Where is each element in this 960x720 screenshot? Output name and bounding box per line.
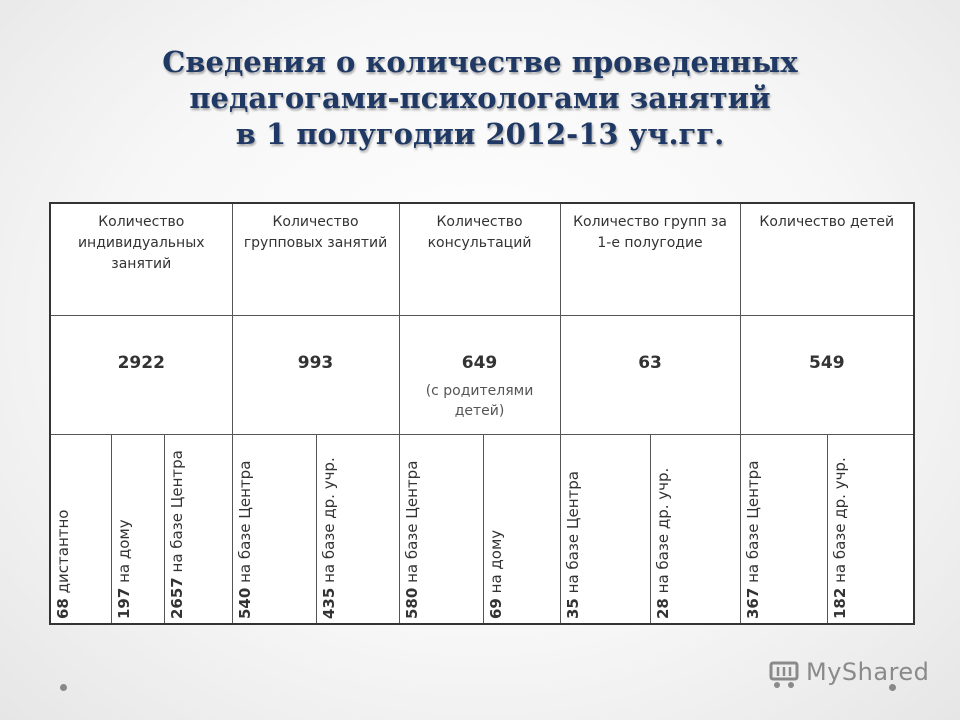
- breakdown-text: 28 на базе др. учр.: [653, 467, 672, 619]
- values-row: [50, 316, 914, 435]
- title-line-1: Сведения о количестве проведенных: [162, 45, 798, 79]
- breakdown-cell: [164, 435, 232, 625]
- cart-icon: [768, 658, 800, 690]
- header-cell: [232, 203, 399, 316]
- logo-text: MyShared: [806, 658, 930, 686]
- consult-note: (с родителями детей): [425, 383, 534, 419]
- breakdown-cell: [111, 435, 164, 625]
- bullet-dot-left: [60, 684, 67, 691]
- mysharedlogo: [768, 656, 928, 692]
- breakdown-text: 182 на базе др. учр.: [830, 457, 849, 619]
- stats-table: [49, 202, 915, 625]
- slide-title: [60, 44, 900, 152]
- header-children: Количество детей: [759, 214, 895, 230]
- header-individual: Количество индивидуальных занятий: [77, 214, 205, 272]
- header-group: Количество групповых занятий: [243, 214, 388, 251]
- value-consultations: 649: [461, 353, 498, 373]
- breakdown-text: 540 на базе Центра: [235, 460, 254, 619]
- breakdown-row: [50, 435, 914, 625]
- breakdown-cell: [232, 435, 316, 625]
- value-cell: [740, 316, 914, 435]
- value-cell: [232, 316, 399, 435]
- header-cell: [740, 203, 914, 316]
- breakdown-cell: [560, 435, 650, 625]
- value-group: 993: [297, 353, 334, 373]
- breakdown-text: 68 дистантно: [54, 509, 72, 619]
- breakdown-text: 435 на базе др. учр.: [319, 457, 338, 619]
- breakdown-text: 580 на базе Центра: [402, 460, 421, 619]
- breakdown-text: 367 на базе Центра: [743, 460, 762, 619]
- breakdown-text: 35 на базе Центра: [563, 471, 582, 619]
- breakdown-text: 197 на дому: [114, 519, 133, 619]
- title-line-3: в 1 полугодии 2012-13 уч.гг.: [235, 117, 725, 151]
- breakdown-cell: [316, 435, 399, 625]
- header-cell: [399, 203, 560, 316]
- header-cell: [50, 203, 232, 316]
- breakdown-cell: [740, 435, 827, 625]
- breakdown-cell: [50, 435, 111, 625]
- breakdown-text: 2657 на базе Центра: [167, 450, 186, 619]
- header-row: [50, 203, 914, 316]
- value-cell: [560, 316, 740, 435]
- value-individual: 2922: [117, 353, 165, 373]
- value-groups-count: 63: [638, 353, 662, 373]
- breakdown-cell: [650, 435, 740, 625]
- value-cell: [399, 316, 560, 435]
- header-cell: [560, 203, 740, 316]
- title-line-2: педагогами-психологами занятий: [189, 81, 771, 115]
- breakdown-cell: [399, 435, 483, 625]
- header-consultations: Количество консультаций: [427, 214, 532, 251]
- value-cell: [50, 316, 232, 435]
- value-children: 549: [809, 353, 845, 373]
- breakdown-text: 69 на дому: [486, 529, 505, 619]
- breakdown-cell: [483, 435, 560, 625]
- breakdown-cell: [827, 435, 914, 625]
- header-groups-count: Количество групп за 1-е полугодие: [573, 214, 727, 251]
